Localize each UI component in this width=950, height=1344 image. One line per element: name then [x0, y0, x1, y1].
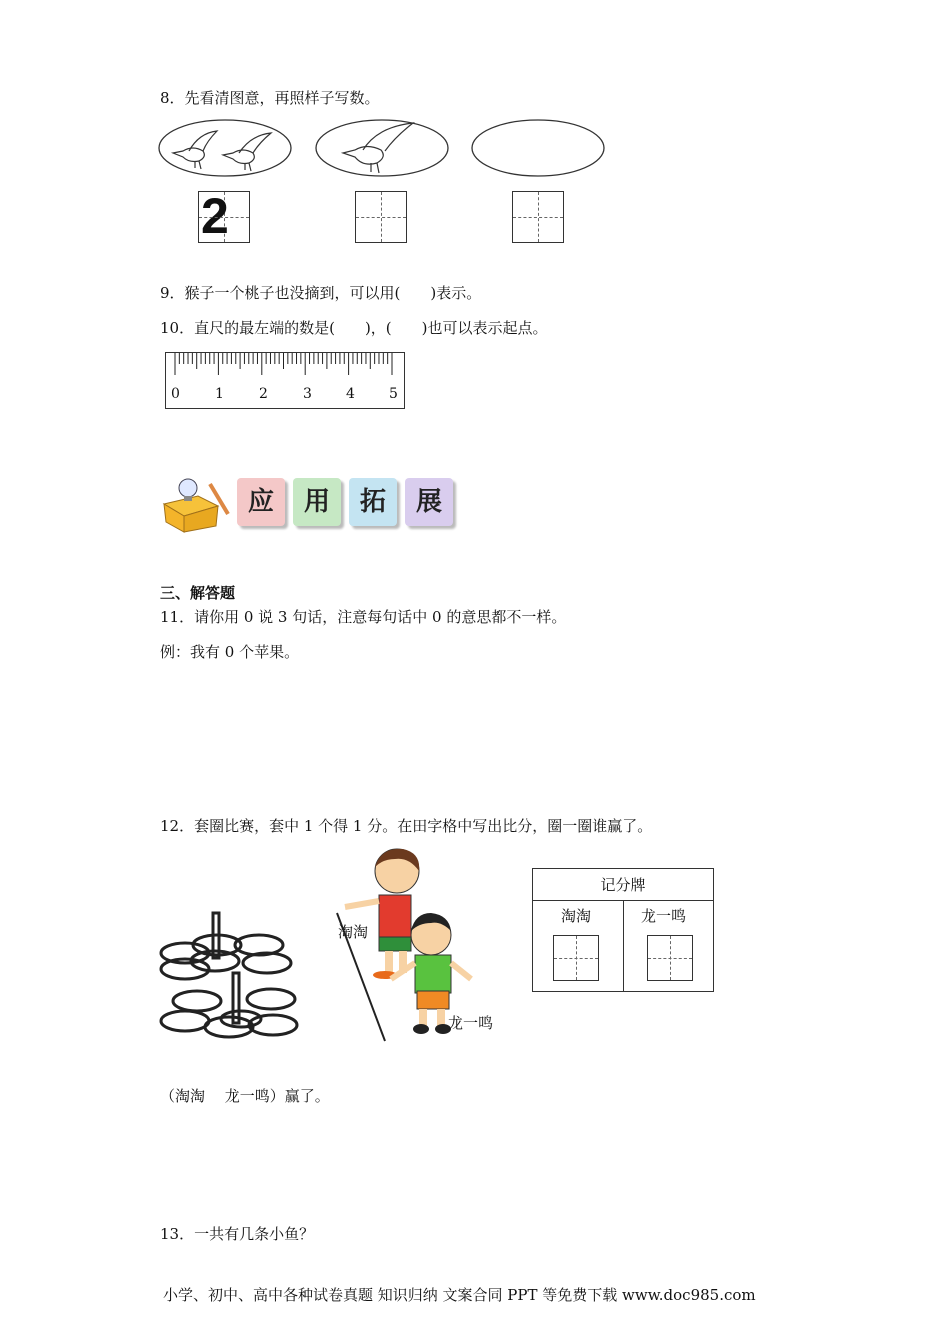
scoreboard-divider	[623, 900, 624, 991]
q11-example: 例：我有 0 个苹果。	[160, 643, 300, 661]
ruler-label-4: 4	[346, 386, 355, 402]
banner-tile-4: 展	[405, 478, 453, 526]
answer-cell-2[interactable]	[512, 191, 564, 243]
scoreboard-player1: 淘淘	[561, 907, 592, 925]
answer-cell-example	[198, 188, 250, 244]
ruler-label-2: 2	[259, 386, 268, 402]
oval-empty	[472, 120, 604, 176]
example-digit: 2	[201, 188, 229, 244]
ruler-label-5: 5	[389, 386, 398, 402]
q13-text: 13．一共有几条小鱼？	[160, 1225, 315, 1243]
q9-text: 9．猴子一个桃子也没摘到，可以用( )表示。	[160, 284, 482, 302]
section3-heading: 三、解答题	[160, 584, 236, 602]
q10-text: 10．直尺的最左端的数是( )，( )也可以表示起点。	[160, 319, 548, 337]
q8-text: 8．先看清图意，再照样子写数。	[160, 89, 380, 107]
ring-toss-icon	[155, 905, 305, 1045]
answer-cell-1[interactable]	[355, 191, 407, 243]
q12-result: （淘淘 龙一鸣）赢了。	[160, 1087, 330, 1105]
scoreboard	[532, 868, 714, 992]
q11-text: 11．请你用 0 说 3 句话，注意每句话中 0 的意思都不一样。	[160, 608, 567, 626]
ruler-ticks	[166, 353, 404, 383]
toolbox-lightbulb-icon	[158, 474, 234, 534]
bird-ovals	[155, 115, 615, 185]
ruler-label-1: 1	[215, 386, 224, 402]
banner-tile-2: 用	[293, 478, 341, 526]
ruler-label-0: 0	[171, 386, 180, 402]
ruler-label-3: 3	[303, 386, 312, 402]
oval-two-birds	[159, 120, 291, 176]
bird-icon	[173, 131, 217, 169]
ruler	[165, 352, 405, 409]
scoreboard-title: 记分牌	[533, 869, 713, 901]
banner-tile-1: 应	[237, 478, 285, 526]
oval-one-bird	[316, 120, 448, 176]
score-cell-taotao[interactable]	[553, 935, 599, 981]
bird-icon	[223, 133, 271, 171]
bird-icon	[343, 123, 413, 173]
banner-tile-3: 拓	[349, 478, 397, 526]
score-cell-long[interactable]	[647, 935, 693, 981]
q12-text: 12．套圈比赛，套中 1 个得 1 分。在田字格中写出比分，圈一圈谁赢了。	[160, 817, 653, 835]
label-taotao: 淘淘	[338, 923, 369, 941]
footer-text: 小学、初中、高中各种试卷真题 知识归纳 文案合同 PPT 等免费下载 www.doc985.com	[163, 1286, 756, 1304]
label-long: 龙一鸣	[448, 1014, 494, 1032]
scoreboard-player2: 龙一鸣	[641, 907, 687, 925]
